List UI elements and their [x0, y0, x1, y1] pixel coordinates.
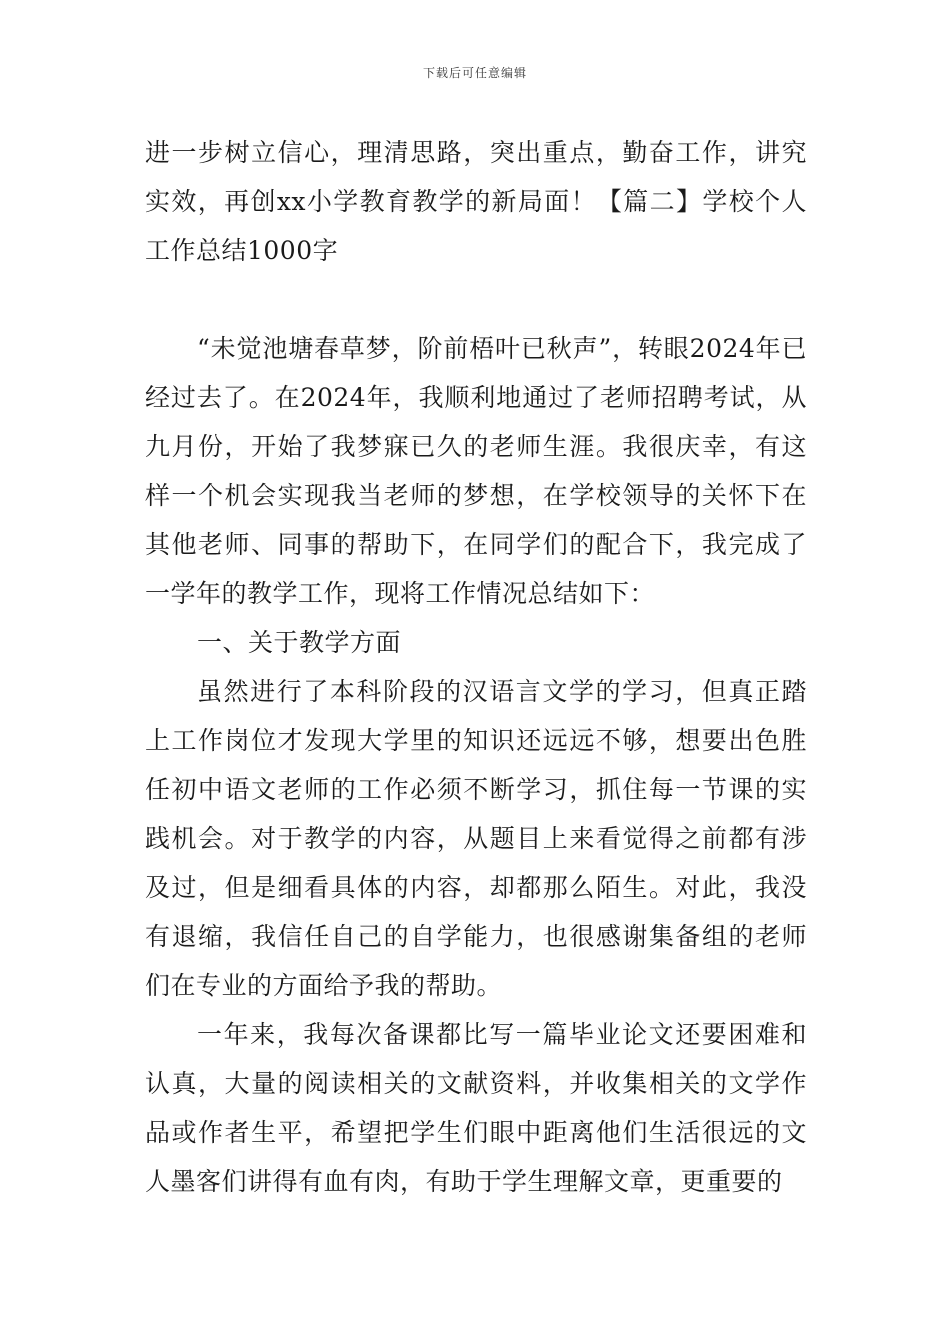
paragraph-5: 一年来，我每次备课都比写一篇毕业论文还要困难和认真，大量的阅读相关的文献资料，并收集相关的文学作品或作者生平，希望把学生们眼中距离他们生活很远的文人墨客们讲得有血有肉，有助于学生理解文章，更重要的 — [145, 1020, 807, 1196]
header-note: 下载后可任意编辑 — [422, 66, 527, 80]
paragraph-2: “未觉池塘春草梦，阶前梧叶已秋声”，转眼2024年已经过去了。在2024年，我顺利地通过了老师招聘考试，从九月份，开始了我梦寐已久的老师生涯。我很庆幸，有这样一个机会实现我当老师的梦想，在学校领导的关怀下在其他老师、同事的帮助下，在同学们的配合下，我完成了一学年的教学工作，现将工作情况总结如下： — [145, 334, 807, 608]
paragraph-1: 进一步树立信心，理清思路，突出重点，勤奋工作，讲究实效，再创xx小学教育教学的新局面！【篇二】学校个人工作总结1000字 — [145, 138, 807, 265]
document-body — [145, 128, 807, 1206]
paragraph-gap — [145, 275, 807, 324]
section-heading: 一、关于教学方面 — [197, 628, 402, 657]
paragraph-4: 虽然进行了本科阶段的汉语言文学的学习，但真正踏上工作岗位才发现大学里的知识还远远不够，想要出色胜任初中语文老师的工作必须不断学习，抓住每一节课的实践机会。对于教学的内容，从题目上来看觉得之前都有涉及过，但是细看具体的内容，却都那么陌生。对此，我没有退缩，我信任自己的自学能力，也很感谢集备组的老师们在专业的方面给予我的帮助。 — [145, 677, 807, 1000]
